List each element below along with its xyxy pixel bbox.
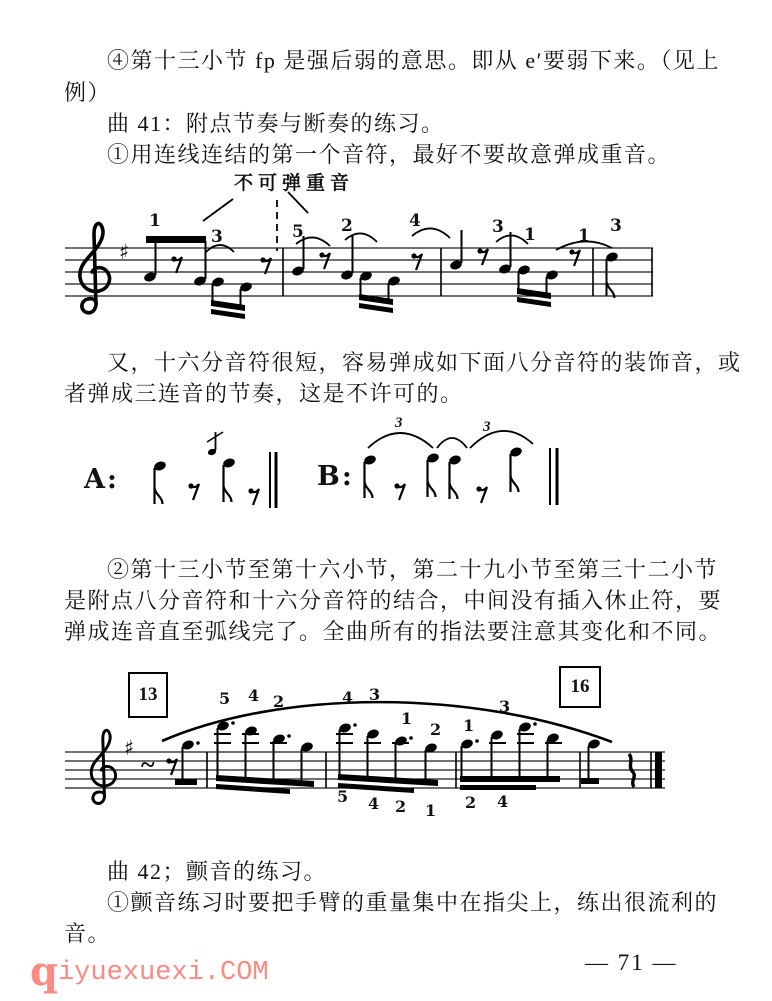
no-accent-annotation: 不可弹重音 — [234, 173, 355, 194]
tilde-ornament: ~ — [141, 750, 155, 779]
fingering: 2 — [273, 692, 285, 711]
fingering: 3 — [492, 217, 504, 237]
fingering: 1 — [524, 225, 536, 245]
fingering: 1 — [463, 716, 475, 735]
fingering: 3 — [369, 685, 381, 704]
fingering: 4 — [368, 794, 380, 813]
fingering: 4 — [497, 792, 509, 811]
example-b-label: B: — [317, 461, 354, 492]
fingering: 5 — [292, 222, 304, 242]
watermark-logo-q: q — [30, 948, 58, 995]
fingering: 1 — [149, 211, 161, 231]
treble-clef-icon — [80, 223, 110, 312]
watermark-text: iyuexuexi.COM — [57, 958, 269, 988]
fingering: 4 — [342, 688, 354, 707]
point-1-tremolo-line-2: 音。 — [64, 921, 112, 946]
point-2-line-3: 弹成连音直至弧线完了。全曲所有的指法要注意其变化和不同。 — [64, 619, 723, 644]
watermark — [30, 948, 269, 995]
fingering: 1 — [578, 226, 590, 246]
staff-1 — [65, 223, 653, 319]
song-41-heading: 曲 41：附点节奏与断奏的练习。 — [107, 111, 445, 136]
point-2-line-2: 是附点八分音符和十六分音符的结合，中间没有插入休止符，要 — [64, 588, 723, 613]
fingering: 3 — [610, 216, 622, 236]
fingering: 4 — [248, 686, 260, 705]
sharp-icon: ♯ — [119, 240, 130, 264]
fingering: 1 — [425, 801, 437, 820]
fingering: 5 — [219, 689, 231, 708]
fingering: 2 — [395, 797, 407, 816]
fingering: 4 — [409, 211, 421, 231]
measure-number-box-13: 13 — [128, 672, 168, 718]
fingering: 3 — [211, 227, 223, 247]
fingering: 2 — [465, 793, 477, 812]
paragraph-4-line-2: 例） — [64, 80, 112, 105]
point-2-line-1: ②第十三小节至第十六小节，第二十九小节至第三十二小节 — [107, 557, 719, 582]
paragraph-4-line-1: ④第十三小节 fp 是强后弱的意思。即从 e′要弱下来。（见上 — [107, 48, 720, 73]
fingering: 3 — [499, 697, 511, 716]
example-a-notation — [153, 432, 276, 508]
sharp-icon: ♯ — [124, 736, 135, 760]
triplet-number: 3 — [395, 415, 403, 431]
point-1-line: ①用连线连结的第一个音符，最好不要故意弹成重音。 — [107, 142, 672, 167]
fingering: 2 — [341, 216, 353, 236]
example-a-label: A: — [84, 464, 119, 495]
example-b-notation — [363, 431, 557, 505]
treble-clef-icon — [91, 730, 115, 803]
paragraph-sixteenth-line-2: 者弹成三连音的节奏，这是不许可的。 — [64, 381, 464, 406]
fingering: 1 — [401, 709, 413, 728]
point-1-tremolo-line-1: ①颤音练习时要把手臂的重量集中在指尖上，练出很流利的 — [107, 890, 719, 915]
fingering: 5 — [337, 787, 349, 806]
measure-number-box-16: 16 — [559, 666, 601, 708]
song-42-heading: 曲 42；颤音的练习。 — [107, 859, 328, 884]
page-number: — 71 — — [585, 950, 678, 975]
paragraph-sixteenth-line-1: 又，十六分音符很短，容易弹成如下面八分音符的装饰音，或 — [107, 350, 742, 375]
triplet-number: 3 — [483, 419, 491, 435]
fingering: 2 — [430, 720, 442, 739]
